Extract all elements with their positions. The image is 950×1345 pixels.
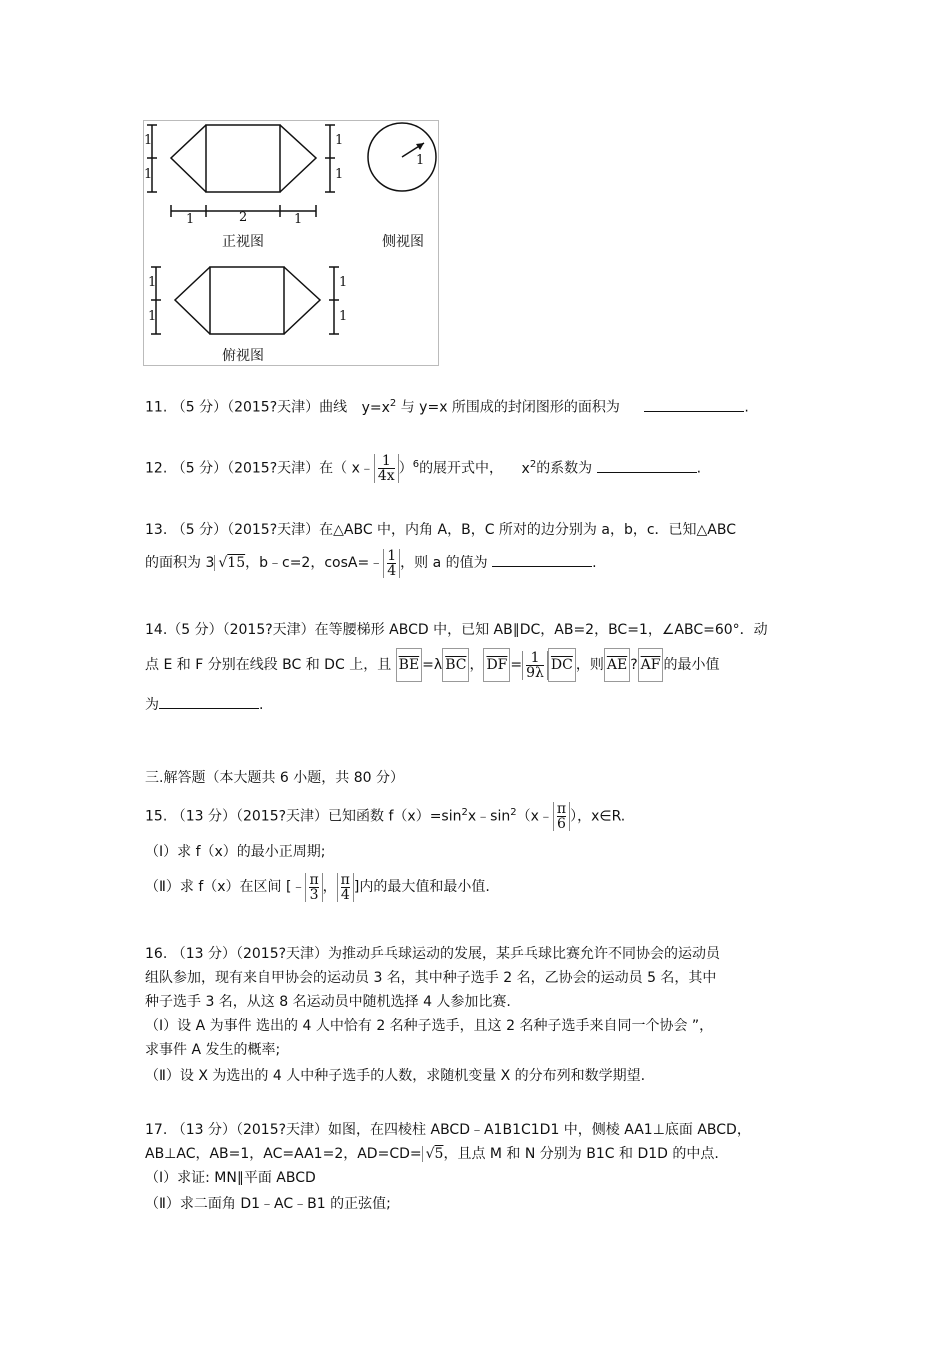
- section-3-heading: 三.解答题（本大题共 6 小题，共 80 分）: [145, 770, 404, 786]
- q12-sup: 6: [412, 459, 420, 470]
- q15-sup2: 2: [510, 807, 517, 818]
- q15-text-d: ），x∈R.: [570, 808, 626, 825]
- q14-eq2: =: [510, 657, 523, 673]
- question-17-line1: 17. （13 分）（2015?天津）如图，在四棱柱 ABCD﹣A1B1C1D1 中，侧棱 AA1⊥底面 ABCD，: [145, 1122, 751, 1138]
- question-16-line5: 求事件 A 发生的概率;: [145, 1042, 281, 1058]
- front-view-rect: [206, 125, 280, 192]
- top-view-left-cone: [175, 267, 210, 334]
- q17-text-b: ，且点 M 和 N 分别为 B1C 和 D1D 的中点.: [443, 1146, 719, 1162]
- q14-eq1: =λ: [422, 657, 443, 673]
- question-14-line1: 14.（5 分）（2015?天津）在等腰梯形 ABCD 中，已知 AB∥DC，AB=2，BC=1，∠ABC=60°．动: [145, 622, 768, 638]
- q11-text: 与 y=x 所围成的封闭图形的面积为: [400, 399, 620, 416]
- q11-end: .: [744, 399, 749, 416]
- dim-left-upper: 1: [144, 133, 153, 148]
- q12-tail: 的系数为: [536, 460, 593, 477]
- q14-comma: ，: [469, 657, 484, 673]
- q12-frac-den: 4x: [377, 468, 395, 485]
- dim-bottom-left: 1: [186, 212, 195, 227]
- q13-answer-blank[interactable]: [492, 552, 592, 567]
- q14-text: 点 E 和 F 分别在线段 BC 和 DC 上，且: [145, 657, 392, 673]
- q14-frac-den: 9λ: [526, 664, 544, 681]
- q14-vec-df: $\overline{DF}$: [483, 648, 510, 682]
- q15-text-a: 15. （13 分）（2015?天津）已知函数 f（x）=sin: [145, 808, 462, 825]
- radius-label: 1: [416, 153, 425, 168]
- question-17-line4: （Ⅱ）求二面角 D1﹣AC﹣B1 的正弦值;: [145, 1196, 391, 1212]
- q15-frac-num: π: [556, 801, 567, 818]
- question-14-line3: [145, 694, 263, 715]
- dim-bottom-right: 1: [294, 212, 303, 227]
- front-view-left-cone: [171, 125, 206, 192]
- question-16-line3: 种子选手 3 名，从这 8 名运动员中随机选择 4 人参加比赛.: [145, 994, 511, 1010]
- q11-prefix: 11. （5 分）（2015?天津）曲线: [145, 399, 348, 416]
- q12-answer-blank[interactable]: [597, 458, 697, 473]
- top-view-caption: 俯视图: [222, 348, 264, 364]
- dim-left-lower: 1: [144, 167, 153, 182]
- q14-answer-blank[interactable]: [159, 694, 259, 709]
- front-view-right-cone: [280, 125, 316, 192]
- dim-right-upper: 1: [335, 133, 344, 148]
- q13-area-text: 的面积为 3: [145, 555, 215, 571]
- q14-vec-be: $\overline{BE}$: [396, 648, 423, 682]
- q12-prefix: 12. （5 分）（2015?天津）在（ x﹣: [145, 460, 374, 477]
- question-15-line1: [145, 796, 625, 834]
- three-view-figure: [143, 120, 439, 366]
- top-dim-right-lower: 1: [339, 309, 348, 324]
- q13-frac-num: 1: [387, 547, 397, 564]
- q17-sqrt: √5: [422, 1146, 444, 1162]
- q11-expr: y=x: [361, 399, 390, 416]
- q15-p2-n2: π: [340, 871, 350, 888]
- q12-frac-num: 1: [378, 454, 395, 469]
- q15-p2-n1: π: [309, 871, 319, 888]
- q14-vec-bc: $\overline{BC}$: [442, 648, 469, 682]
- front-view-caption: 正视图: [222, 234, 264, 250]
- q12-x: x: [521, 460, 530, 477]
- q14-frac-num: 1: [526, 651, 544, 666]
- q14-vec-dc: $\overline{DC}$: [548, 648, 576, 682]
- q15-p2-d1: 3: [309, 886, 319, 903]
- top-dim-left-upper: 1: [148, 275, 157, 290]
- q11-sup: 2: [389, 398, 397, 409]
- question-13-line1: 13. （5 分）（2015?天津）在△ABC 中，内角 A，B，C 所对的边分别为 a，b，c．已知△ABC: [145, 522, 737, 538]
- q13-end: .: [592, 555, 597, 571]
- question-17-line3: （Ⅰ）求证: MN∥平面 ABCD: [145, 1170, 316, 1186]
- question-17-line2: [145, 1144, 719, 1164]
- q12-paren: ）: [398, 460, 413, 477]
- q13-frac-den: 4: [387, 562, 397, 579]
- q14-vec-af: $\overline{AF}$: [638, 648, 664, 682]
- question-15-part1: （Ⅰ）求 f（x）的最小正周期;: [145, 844, 326, 860]
- q12-x-sup: 2: [529, 459, 537, 470]
- q17-text-a: AB⊥AC，AB=1，AC=AA1=2，AD=CD=: [145, 1146, 422, 1162]
- question-15-part2: [145, 870, 490, 904]
- q17-sqrt-value: 5: [434, 1146, 444, 1162]
- q15-p2-comma: ，: [322, 879, 337, 895]
- q11-answer-blank[interactable]: [644, 397, 744, 412]
- q14-wei: 为: [145, 697, 159, 713]
- q15-text-b: x﹣sin: [467, 808, 511, 825]
- q13-ask: ，则 a 的值为: [400, 555, 488, 571]
- q15-text-c: （x﹣: [516, 808, 553, 825]
- top-view-right-cone: [284, 267, 320, 334]
- q13-cond: ，b﹣c=2，cosA=﹣: [245, 555, 384, 571]
- top-dim-left-lower: 1: [148, 309, 157, 324]
- q15-p2-frac2: [337, 873, 354, 902]
- q15-frac-den: 6: [557, 816, 566, 833]
- q13-fraction: [383, 549, 400, 578]
- question-11: [145, 394, 749, 418]
- top-view-rect: [210, 267, 284, 334]
- q15-p2-text: （Ⅱ）求 f（x）在区间 [﹣: [145, 879, 306, 895]
- dim-bottom-middle: 2: [239, 210, 248, 225]
- q15-sup1: 2: [461, 807, 468, 818]
- question-13-line2: [145, 548, 597, 578]
- q12-mid: 的展开式中，: [419, 460, 504, 477]
- q15-fraction: [553, 802, 570, 831]
- q12-fraction: [374, 454, 399, 483]
- question-12: [145, 450, 701, 484]
- dim-right-lower: 1: [335, 167, 344, 182]
- q15-p2-frac1: [305, 873, 322, 902]
- side-view-caption: 侧视图: [382, 234, 424, 250]
- question-16-line6: （Ⅱ）设 X 为选出的 4 人中种子选手的人数，求随机变量 X 的分布列和数学期望.: [145, 1068, 646, 1084]
- q15-p2-d2: 4: [340, 886, 350, 903]
- q14-then: ，则: [575, 657, 604, 673]
- q14-dot: ?: [630, 657, 638, 673]
- q13-sqrt-value: 15: [227, 555, 246, 571]
- top-dim-right-upper: 1: [339, 275, 348, 290]
- q14-vec-ae: $\overline{AE}$: [604, 648, 630, 682]
- q15-p2-tail: ]内的最大值和最小值.: [353, 879, 490, 895]
- question-14-line2: [145, 648, 719, 682]
- question-16-line1: 16. （13 分）（2015?天津）为推动乒乓球运动的发展，某乒乓球比赛允许不同协会的运动员: [145, 946, 721, 962]
- q12-end: .: [696, 460, 702, 477]
- q13-sqrt: √15: [214, 555, 245, 571]
- question-16-line2: 组队参加，现有来自甲协会的运动员 3 名，其中种子选手 2 名，乙协会的运动员 5 名，其中: [145, 970, 717, 986]
- q14-fraction: [522, 651, 548, 680]
- q14-tail: 的最小值: [663, 657, 720, 673]
- question-16-line4: （Ⅰ）设 A 为事件 选出的 4 人中恰有 2 名种子选手，且这 2 名种子选手来自同一个协会 ”，: [145, 1018, 714, 1034]
- q14-end: .: [259, 697, 264, 713]
